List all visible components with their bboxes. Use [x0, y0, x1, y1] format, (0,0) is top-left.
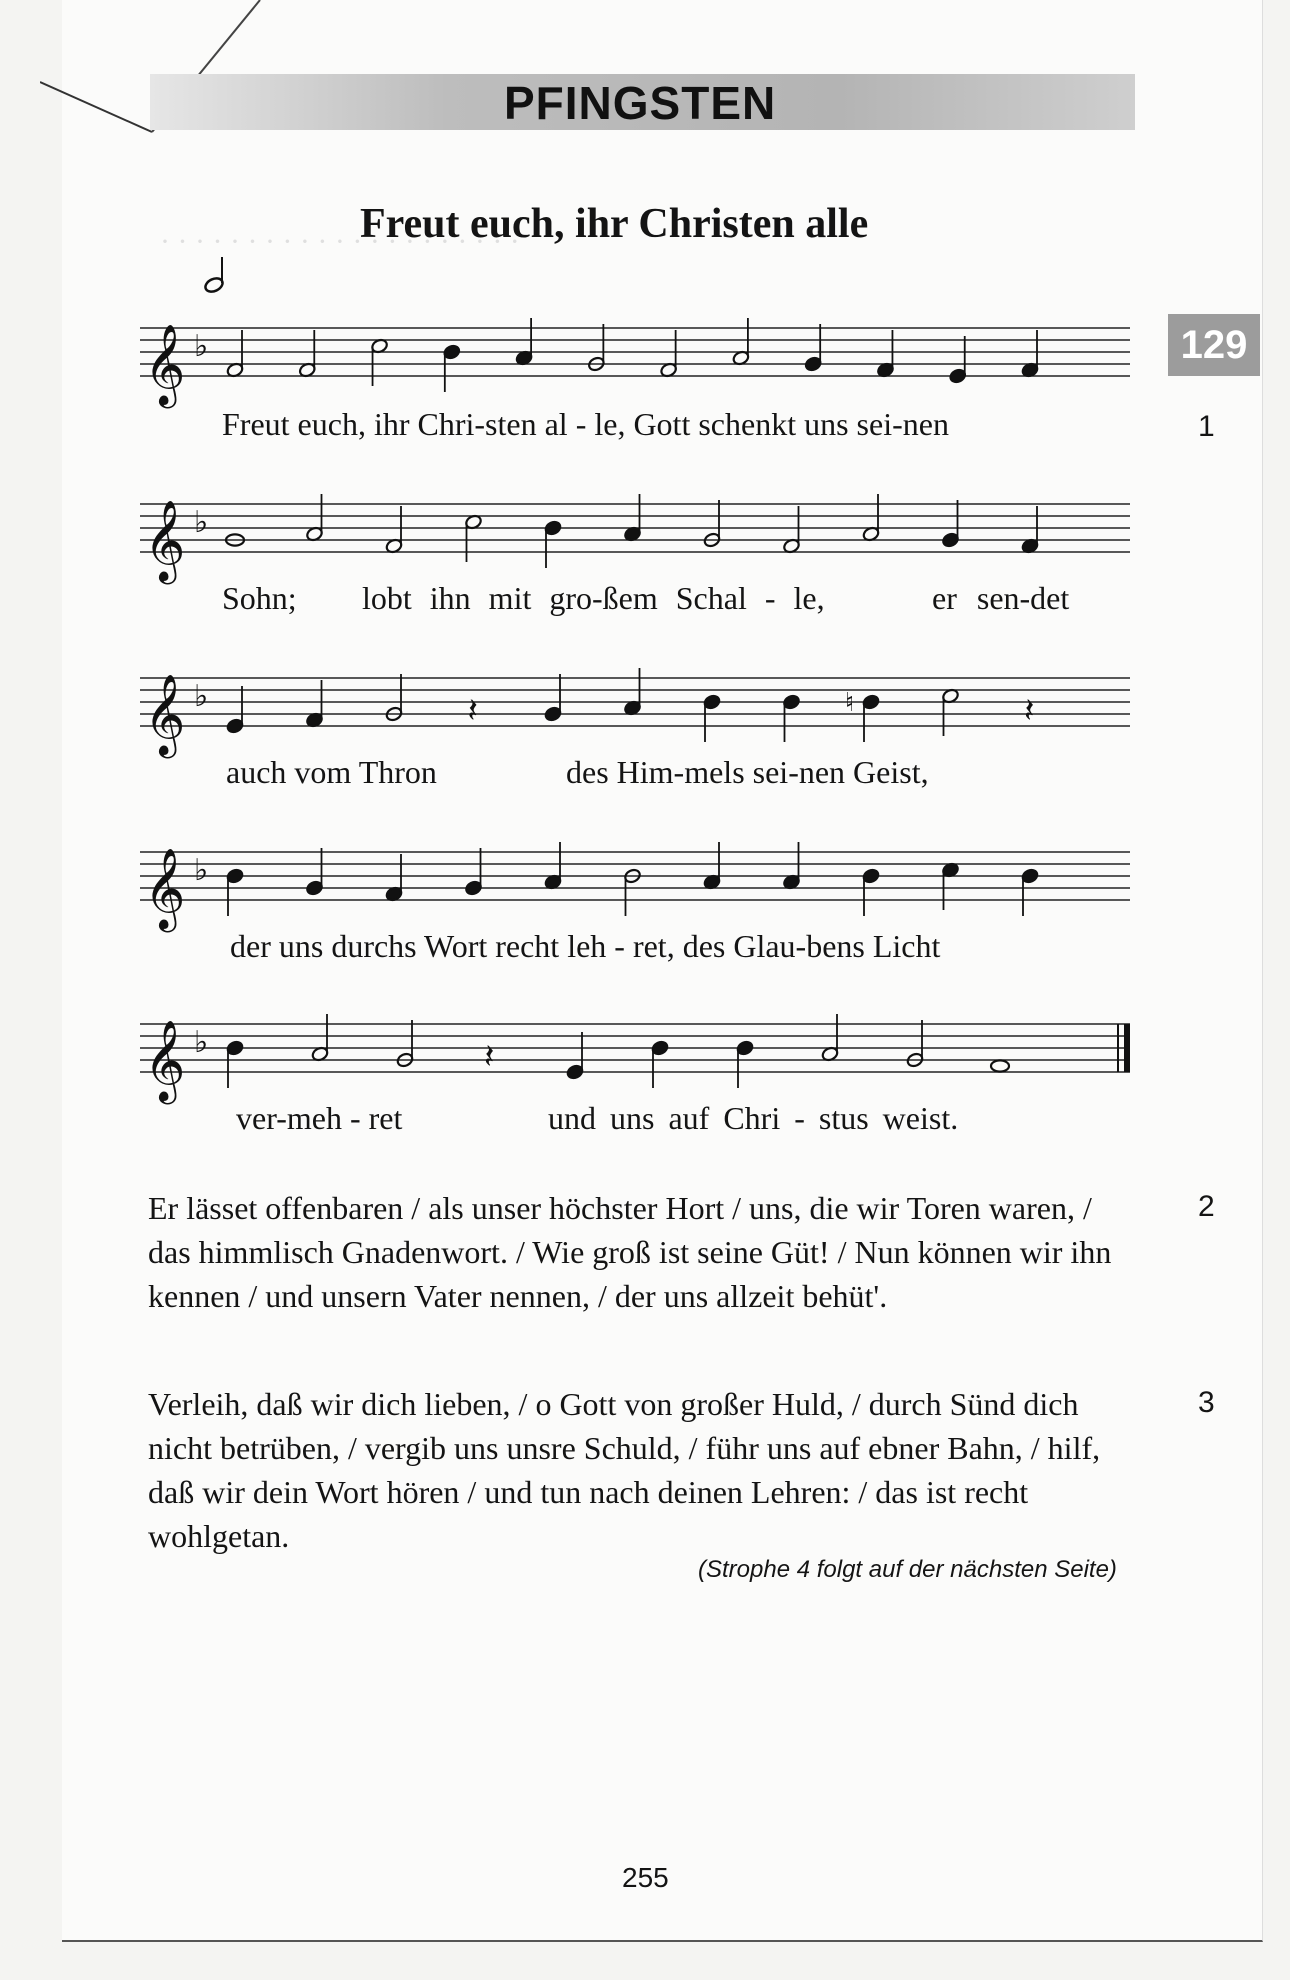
stanza-number-3: 3 [1198, 1386, 1215, 1419]
music-staff-4 [140, 824, 1140, 934]
quarter-rest: 𝄽 [467, 691, 478, 731]
note-Bb4-quarter [226, 868, 244, 916]
music-staff-3 [140, 650, 1140, 760]
note-Bb4-quarter [544, 520, 562, 568]
note-F4-half [782, 506, 800, 554]
note-G4-half [906, 1020, 924, 1068]
lyric-line-3b: des Him-mels sei-nen Geist, [566, 754, 929, 790]
quarter-rest: 𝄽 [484, 1037, 495, 1077]
key-flat-icon: ♭ [194, 505, 209, 540]
lyric-line-3a: auch vom Thron [226, 754, 437, 790]
song-number-badge: 129 [1168, 314, 1260, 376]
quarter-rest: 𝄽 [1024, 691, 1035, 731]
note-G4-half [396, 1020, 414, 1068]
note-Bb4-quarter [703, 694, 721, 742]
note-F4-whole [991, 1060, 1009, 1071]
note-C5-half [464, 514, 482, 562]
verse-number-1: 1 [1198, 410, 1215, 443]
note-Bb4-quarter [862, 868, 880, 916]
lyric-line-2c: er sen-det [932, 580, 1070, 616]
note-Bb4-quarter [443, 344, 461, 392]
treble-clef-icon: 𝄞 [144, 673, 186, 755]
half-note-tempo-icon [196, 255, 236, 295]
note-A4-quarter [782, 842, 800, 890]
lyric-line-2b: lobt ihn mit gro-ßem Schal - le, [362, 580, 825, 616]
note-G4-quarter [464, 848, 482, 896]
treble-clef-icon: 𝄞 [144, 499, 186, 581]
key-flat-icon: ♭ [194, 853, 209, 888]
note-Bb4-quarter [782, 694, 800, 742]
lyric-line-1: Freut euch, ihr Chri-sten al - le, Gott schenkt uns sei-nen [222, 406, 949, 442]
note-Bb4-quarter [226, 1040, 244, 1088]
note-A4-half [862, 494, 880, 542]
note-C5-half [370, 338, 388, 386]
music-staff-2 [140, 476, 1140, 586]
note-F4-quarter [305, 680, 323, 728]
lyric-line-2a: Sohn; [222, 580, 297, 616]
page [62, 0, 1263, 1942]
note-A4-quarter [515, 318, 533, 366]
note-A4-quarter [703, 842, 721, 890]
stanza-3-text: Verleih, daß wir dich lieben, / o Gott von großer Huld, / durch Sünd dich nicht betrüben, / vergib uns unsre Schuld, / führ uns auf ebner Bahn, / hilf, daß wir dein Wort hören / und tun nach deinen Lehren: / das ist recht wohlgetan. [148, 1386, 1101, 1554]
note-G4-half [385, 674, 403, 722]
note-G4-half [587, 324, 605, 372]
note-B4-quarter [845, 688, 880, 742]
note-A4-half [821, 1014, 839, 1062]
section-title: PFINGSTEN [504, 77, 777, 129]
note-A4-half [732, 318, 750, 366]
note-F4-quarter [1021, 506, 1039, 554]
note-G4-quarter [804, 324, 822, 372]
note-A4-half [305, 494, 323, 542]
note-Bb4-quarter [1021, 868, 1039, 916]
note-G4-quarter [305, 848, 323, 896]
music-staff-1 [140, 300, 1140, 410]
note-A4-half [311, 1014, 329, 1062]
key-flat-icon: ♭ [194, 679, 209, 714]
note-G4-quarter [941, 500, 959, 548]
note-F4-quarter [1021, 330, 1039, 378]
note-F4-quarter [876, 330, 894, 378]
key-flat-icon: ♭ [194, 1025, 209, 1060]
treble-clef-icon: 𝄞 [144, 1019, 186, 1101]
natural-sign: ♮ [845, 688, 855, 718]
note-A4-quarter [544, 842, 562, 890]
stanza-2-text: Er lässet offenbaren / als unser höchster Hort / uns, die wir Toren waren, / das himmlisch Gnadenwort. / Wie groß ist seine Güt! / Nun können wir ihn kennen / und unsern Vater nennen, / der uns allzeit behüt'. [148, 1190, 1112, 1314]
note-G4-half [703, 500, 721, 548]
note-F4-half [298, 330, 316, 378]
note-Bb4-half [623, 868, 641, 916]
note-E4-quarter [566, 1032, 584, 1080]
note-E4-quarter [949, 336, 967, 384]
note-C5-half [941, 688, 959, 736]
treble-clef-icon: 𝄞 [144, 323, 186, 405]
continuation-note: (Strophe 4 folgt auf der nächsten Seite) [698, 1556, 1117, 1583]
lyric-line-5b: und uns auf Chri - stus weist. [548, 1100, 959, 1136]
show-through-text: · · · · · · · · · · · · · · · · · · · · · [160, 225, 520, 258]
stanza-number-2: 2 [1198, 1190, 1215, 1223]
key-flat-icon: ♭ [194, 329, 209, 364]
note-G4-quarter [544, 674, 562, 722]
final-barline-thick [1124, 1024, 1130, 1072]
music-staff-5 [140, 996, 1140, 1106]
lyric-line-4: der uns durchs Wort recht leh - ret, des Glau-bens Licht [230, 928, 941, 964]
note-A4-quarter [623, 494, 641, 542]
note-C5-quarter [941, 862, 959, 910]
note-F4-half [659, 330, 677, 378]
treble-clef-icon: 𝄞 [144, 847, 186, 929]
lyric-line-5a: ver-meh - ret [236, 1100, 403, 1136]
page-number: 255 [622, 1862, 669, 1893]
note-Bb4-quarter [736, 1040, 754, 1088]
note-Bb4-quarter [651, 1040, 669, 1088]
note-F4-quarter [385, 854, 403, 902]
note-F4-half [226, 330, 244, 378]
song-title: Freut euch, ihr Christen alle [360, 201, 869, 247]
note-A4-quarter [623, 668, 641, 716]
note-F4-half [385, 506, 403, 554]
note-E4-quarter [226, 686, 244, 734]
